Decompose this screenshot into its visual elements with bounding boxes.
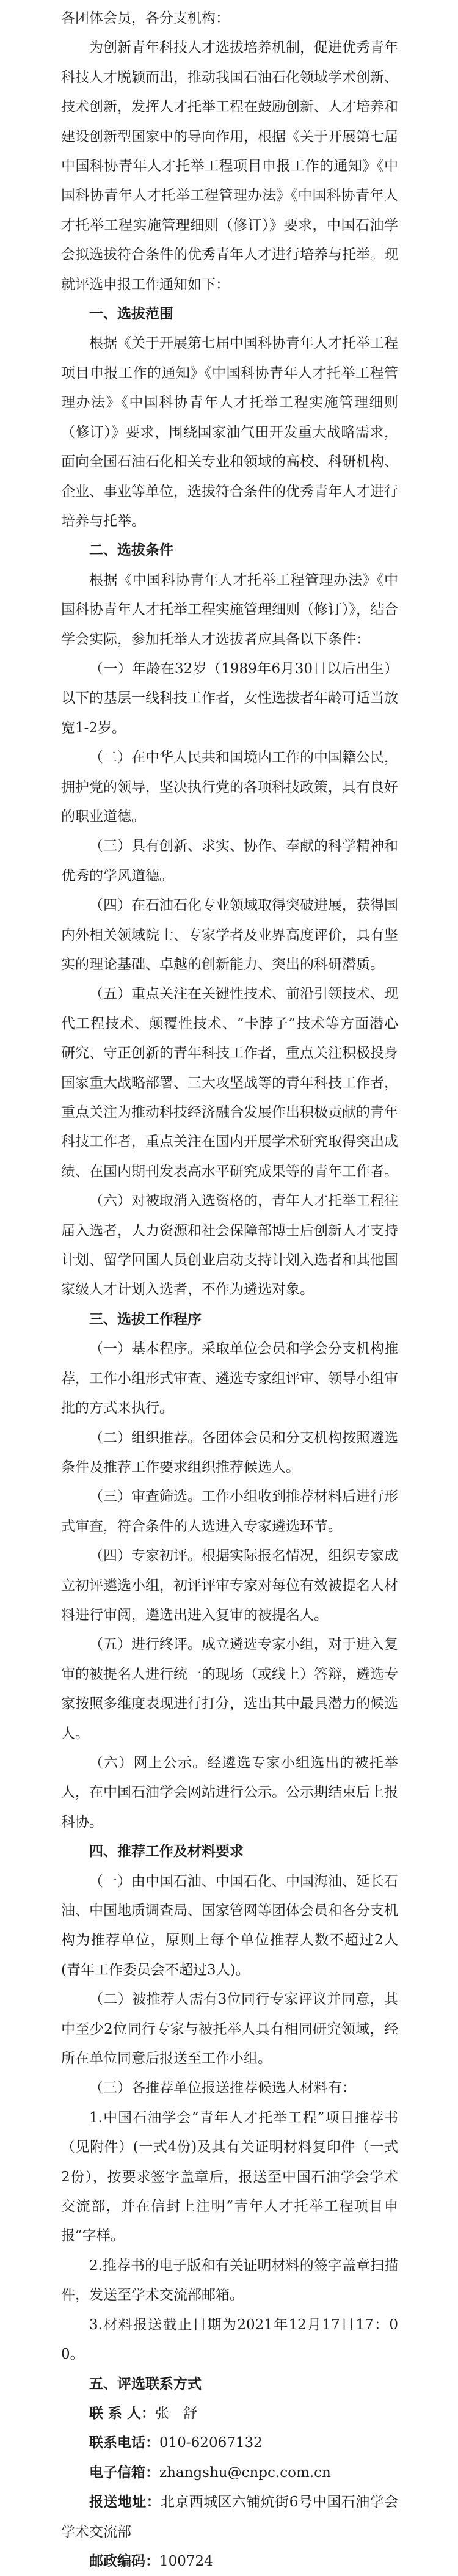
contact-label: 联系电话：: [89, 2435, 159, 2451]
paragraph: （三）各推荐单位报送推荐候选人材料有：: [61, 2073, 398, 2103]
section-heading: 三、选拔工作程序: [61, 1305, 398, 1334]
section-heading: 二、选拔条件: [61, 536, 398, 565]
section-requirements: [61, 1837, 398, 2369]
contact-address: [61, 2487, 398, 2547]
section-scope: [61, 299, 398, 536]
paragraph: （三）具有创新、求实、协作、奉献的科学精神和优秀的学风道德。: [61, 831, 398, 891]
contact-postcode: [61, 2547, 398, 2576]
paragraph: 3.材料报送截止日期为2021年12月17日17：00。: [61, 2310, 398, 2370]
contact-value: 010-62067132: [159, 2435, 263, 2451]
contact-person: [61, 2399, 398, 2428]
paragraph: （五）进行终评。成立遴选专家小组，对于进入复审的被提名人进行统一的现场（或线上）答辩，遴选专家按照多维度表现进行打分，选出其中最具潜力的候选人。: [61, 1630, 398, 1748]
paragraph: （六）网上公示。经遴选专家小组选出的被托举人，在中国石油学会网站进行公示。公示期结束后上报科协。: [61, 1748, 398, 1837]
contact-phone: [61, 2428, 398, 2457]
contact-label: 电子信箱：: [89, 2465, 159, 2481]
section-contact: [61, 2370, 398, 2576]
contact-label: 联 系 人：: [89, 2406, 155, 2421]
contact-label: 邮政编码：: [89, 2553, 159, 2569]
section-heading: 五、评选联系方式: [61, 2370, 398, 2399]
paragraph: （一）年龄在32岁（1989年6月30日以后出生）以下的基层一线科技工作者，女性选拔者年龄可适当放宽1-2岁。: [61, 654, 398, 743]
paragraph: （三）审查筛选。工作小组收到推荐材料后进行形式审查，符合条件的人选进入专家遴选环节。: [61, 1482, 398, 1541]
paragraph: （五）重点关注在关键性技术、前沿引领技术、现代工程技术、颠覆性技术、“卡脖子”技术等方面潜心研究、守正创新的青年科技工作者，重点关注积极投身国家重大战略部署、三大攻坚战等的青年科技工作者，重点关注为推动科技经济融合发展作出积极贡献的青年科技工作者，重点关注在国内开展学术研究取得突出成绩、在国内期刊发表高水平研究成果等的青年工作者。: [61, 979, 398, 1186]
salutation: 各团体会员，各分支机构：: [61, 4, 398, 33]
paragraph: （一）由中国石油、中国石化、中国海油、延长石油、中国地质调查局、国家管网等团体会员和各分支机构为推荐单位，原则上每个单位推荐人数不超过2人(青年工作委员会不超过3人)。: [61, 1867, 398, 1985]
section-conditions: [61, 536, 398, 1305]
contact-label: 报送地址：: [89, 2494, 161, 2510]
paragraph: （二）在中华人民共和国境内工作的中国籍公民，拥护党的领导，坚决执行党的各项科技政策，具有良好的职业道德。: [61, 743, 398, 831]
contact-value: zhangshu@cnpc.com.cn: [159, 2465, 331, 2481]
paragraph: （四）在石油石化专业领域取得突破进展，获得国内外相关领域院士、专家学者及业界高度评价，具有坚实的理论基础、卓越的创新能力、突出的科研潜质。: [61, 891, 398, 979]
intro-paragraph: 为创新青年科技人才选拔培养机制，促进优秀青年科技人才脱颖而出，推动我国石油石化领域学术创新、技术创新，发挥人才托举工程在鼓励创新、人才培养和建设创新型国家中的导向作用，根据《关于开展第七届中国科协青年人才托举工程项目申报工作的通知》《中国科协青年人才托举工程管理办法》《中国科协青年人才托举工程实施管理细则（修订）》要求，中国石油学会拟选拔符合条件的优秀青年人才进行培养与托举。现就评选申报工作通知如下：: [61, 33, 398, 299]
paragraph: 2.推荐书的电子版和有关证明材料的签字盖章扫描件，发送至学术交流部邮箱。: [61, 2251, 398, 2310]
paragraph: 根据《中国科协青年人才托举工程管理办法》《中国科协青年人才托举工程实施管理细则（修订）》，结合学会实际，参加托举人才选拔者应具备以下条件：: [61, 566, 398, 654]
section-heading: 一、选拔范围: [61, 299, 398, 329]
contact-email: [61, 2458, 398, 2487]
paragraph: （一）基本程序。采取单位会员和学会分支机构推荐，工作小组形式审查、遴选专家组评审、领导小组审批的方式来执行。: [61, 1334, 398, 1423]
paragraph: （二）组织推荐。各团体会员和分支机构按照遴选条件及推荐工作要求组织推荐候选人。: [61, 1423, 398, 1483]
contact-value: 北京西城区六铺炕街6号中国石油学会学术交流部: [61, 2494, 398, 2539]
paragraph: （二）被推荐人需有3位同行专家评议并同意，其中至少2位同行专家与被托举人具有相同研究领域，经所在单位同意后报送至工作小组。: [61, 1985, 398, 2073]
paragraph: （四）专家初评。根据实际报名情况，组织专家成立初评遴选小组，初评评审专家对每位有效被提名人材料进行审阅，遴选出进入复审的被提名人。: [61, 1541, 398, 1630]
section-heading: 四、推荐工作及材料要求: [61, 1837, 398, 1866]
contact-value: 100724: [159, 2553, 213, 2569]
paragraph: 根据《关于开展第七届中国科协青年人才托举工程项目申报工作的通知》《中国科协青年人才托举工程管理办法》《中国科协青年人才托举工程实施管理细则（修订）》要求，围绕国家油气田开发重大战略需求，面向全国石油石化相关专业和领域的高校、科研机构、企业、事业等单位，选拔符合条件的优秀青年人才进行培养与托举。: [61, 329, 398, 536]
paragraph: （六）对被取消入选资格的，青年人才托举工程往届入选者，人力资源和社会保障部博士后创新人才支持计划、留学回国人员创业启动支持计划入选者和其他国家级人才计划入选者，不作为遴选对象。: [61, 1186, 398, 1305]
section-procedure: [61, 1305, 398, 1837]
contact-value: 张 舒: [155, 2406, 197, 2421]
paragraph: 1.中国石油学会“青年人才托举工程”项目推荐书（见附件）(一式4份)及其有关证明材料复印件（一式2份），按要求签字盖章后，报送至中国石油学会学术交流部，并在信封上注明“青年人才托举工程项目申报”字样。: [61, 2103, 398, 2251]
